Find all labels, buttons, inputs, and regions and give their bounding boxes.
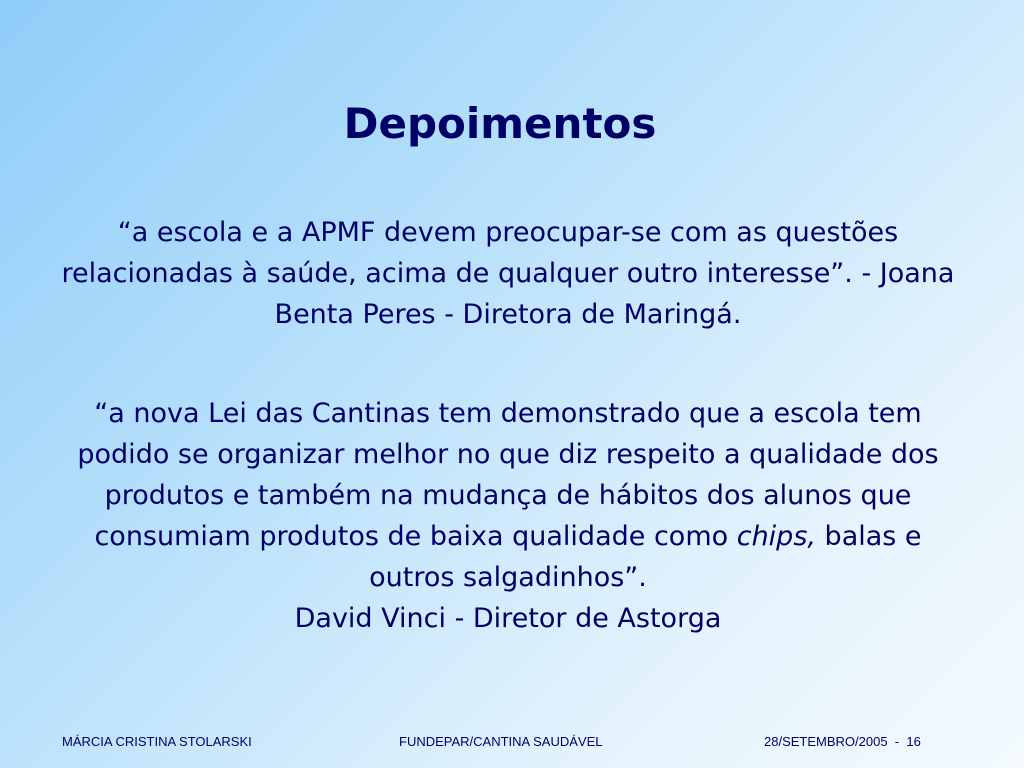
quote-1-text: “a escola e a APMF devem preocupar-se com as questões relacionadas à saúde, acima de qualquer outro interesse”. - Joana Benta Peres - Diretora de Maringá. [61,217,955,330]
footer-date-page: 28/SETEMBRO/2005 - 16 [764,734,921,749]
quote-2-text-start: “a nova Lei das Cantinas tem demonstrado que a escola tem podido se organizar melhor no que diz respeito a qualidade dos produtos e também na mudança de hábitos dos alunos que consumiam produtos de baixa qualidade como [77,398,939,552]
quote-2-text-end: balas e outros salgadinhos”. [369,521,922,593]
footer-author: MÁRCIA CRISTINA STOLARSKI [62,734,252,749]
testimonial-quote-2 [60,393,956,639]
footer-project: FUNDEPAR/CANTINA SAUDÁVEL [399,734,603,749]
quote-2-italic-word: chips, [736,521,816,552]
testimonial-quote-1 [60,212,956,335]
slide-title: Depoimentos [343,99,657,148]
quote-2-attribution: David Vinci - Diretor de Astorga [294,603,722,634]
